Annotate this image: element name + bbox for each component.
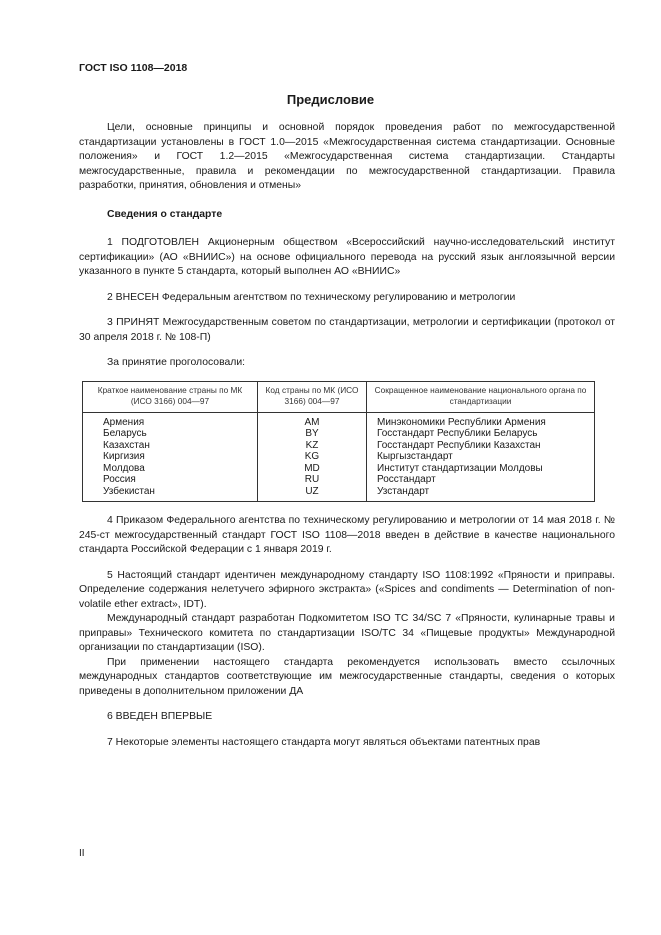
page-title: Предисловие bbox=[286, 92, 375, 107]
table-row bbox=[83, 440, 595, 452]
table-header-row bbox=[83, 381, 595, 412]
body-cell: Институт стандартизации Молдовы bbox=[367, 463, 595, 475]
page-number: II bbox=[79, 848, 85, 859]
code-cell: UZ bbox=[258, 486, 367, 502]
voted-label: За принятие проголосовали: bbox=[107, 357, 246, 368]
header-code: Код страны по МК (ИСО 3166) 004—97 bbox=[258, 381, 367, 412]
code-cell: BY bbox=[258, 428, 367, 440]
code-cell: MD bbox=[258, 463, 367, 475]
document-body bbox=[79, 121, 615, 750]
item-3: 3 ПРИНЯТ Межгосударственным советом по стандартизации, метрологии и сертификации (протокол от 30 апреля 2018 г. № 108-П) bbox=[79, 317, 615, 343]
item-4: 4 Приказом Федерального агентства по техническому регулированию и метрологии от 14 мая 2018 г. № 245-ст межгосударственный стандарт ГОСТ ISO 1108—2018 введен в действие в качестве национального стандарта Российской Федерации с 1 января 2019 г. bbox=[79, 515, 615, 555]
country-cell: Беларусь bbox=[83, 428, 258, 440]
item-5-developer: Международный стандарт разработан Подкомитетом ISO TC 34/SC 7 «Пряности, кулинарные травы и приправы» Технического комитета по стандартизации ISO/TC 34 «Пищевые продукты» Международной организации по стандартизации (ISO). bbox=[79, 613, 615, 653]
code-cell: RU bbox=[258, 474, 367, 486]
country-cell: Молдова bbox=[83, 463, 258, 475]
body-cell: Кыргызстандарт bbox=[367, 451, 595, 463]
country-cell: Армения bbox=[83, 412, 258, 428]
code-cell: KZ bbox=[258, 440, 367, 452]
table-row bbox=[83, 451, 595, 463]
body-cell: Росстандарт bbox=[367, 474, 595, 486]
standard-designation: ГОСТ ISO 1108—2018 bbox=[79, 62, 188, 74]
header-body: Сокращенное наименование национального органа по стандартизации bbox=[367, 381, 595, 412]
country-cell: Россия bbox=[83, 474, 258, 486]
item-7: 7 Некоторые элементы настоящего стандарта могут являться объектами патентных прав bbox=[107, 736, 541, 748]
country-cell: Киргизия bbox=[83, 451, 258, 463]
table-row bbox=[83, 428, 595, 440]
body-cell: Госстандарт Республики Казахстан bbox=[367, 440, 595, 452]
table-row bbox=[83, 474, 595, 486]
table-row bbox=[83, 412, 595, 428]
intro-paragraph: Цели, основные принципы и основной порядок проведения работ по межгосударственной стандартизации установлены в ГОСТ 1.0—2015 «Межгосударственная система стандартизации. Основные положения» и ГОСТ 1.2—2015 «Межгосударственная система стандартизации. Стандарты межгосударственные, правила и рекомендации по межгосударственной стандартизации. Правила разработки, принятия, обновления и отмены» bbox=[79, 122, 615, 191]
header-country: Краткое наименование страны по МК (ИСО 3166) 004—97 bbox=[83, 381, 258, 412]
item-6: 6 ВВЕДЕН ВПЕРВЫЕ bbox=[107, 711, 213, 722]
item-5-references: При применении настоящего стандарта рекомендуется использовать вместо ссылочных международных стандартов соответствующие им межгосударственные стандарты, сведения о которых приведены в дополнительном приложении ДА bbox=[79, 656, 615, 697]
body-cell: Минэкономики Республики Армения bbox=[367, 412, 595, 428]
body-cell: Госстандарт Республики Беларусь bbox=[367, 428, 595, 440]
item-5: 5 Настоящий стандарт идентичен международному стандарту ISO 1108:1992 «Пряности и приправы. Определение содержания нелетучего эфирного экстракта» («Spices and condiments — Determination of non-volatile ether extract», IDT). bbox=[79, 569, 615, 610]
country-cell: Узбекистан bbox=[83, 486, 258, 502]
code-cell: AM bbox=[258, 412, 367, 428]
item-2: 2 ВНЕСЕН Федеральным агентством по техническому регулированию и метрологии bbox=[107, 291, 516, 303]
table-row bbox=[83, 463, 595, 475]
item-1: 1 ПОДГОТОВЛЕН Акционерным обществом «Всероссийский научно-исследовательский институт сертификации» (АО «ВНИИС») на основе официального перевода на русский язык англоязычной версии указанного в пункте 5 стандарта, который выполнен АО «ВНИИС» bbox=[79, 237, 615, 277]
country-cell: Казахстан bbox=[83, 440, 258, 452]
voting-table bbox=[82, 381, 595, 503]
body-cell: Узстандарт bbox=[367, 486, 595, 502]
code-cell: KG bbox=[258, 451, 367, 463]
table-row bbox=[83, 486, 595, 502]
section-heading: Сведения о стандарте bbox=[107, 208, 223, 220]
